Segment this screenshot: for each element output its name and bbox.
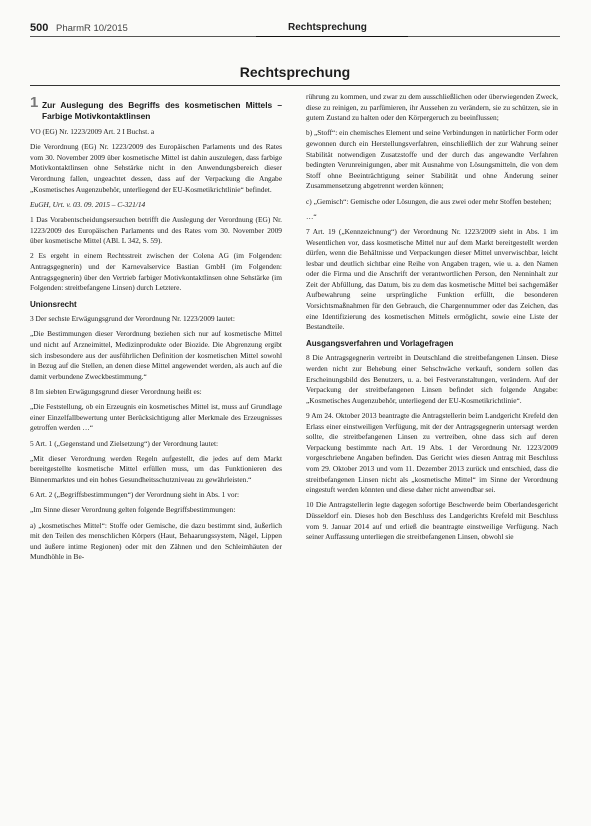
paragraph: 3 Der sechste Erwägungsgrund der Verordnung Nr. 1223/2009 lautet:	[30, 314, 235, 324]
header-rule-emphasis	[256, 36, 408, 37]
right-column	[306, 92, 558, 547]
left-column	[30, 94, 282, 568]
subheading-unionsrecht: Unionsrecht	[30, 299, 77, 309]
paragraph: 7 Art. 19 („Kennzeichnung“) der Verordnung Nr. 1223/2009 sieht in Abs. 1 im Wesentlichen vor, dass kosmetische Mittel nur auf dem Markt bereitgestellt werden dürfen, wenn die Behältnisse und Verpackungen dieser Mittel unverwischbar, leicht lesbar und deutlich sichtbar eine Reihe von Angaben tragen, wie u. a. den Namen oder die Firma und die Anschrift der verantwortlichen Person, den Nenninhalt zur Zeit der Abfüllung, das Datum, bis zu dem das kosmetische Mittel bei sachgemäßer Aufbewahrung seine ursprüngliche Funktion erfüllt, die besonderen Vorsichtsmaßnahmen für den Gebrauch, die Chargennummer oder das Zeichen, das eine Identifizierung des kosmetischen Mittels ermöglicht, sowie eine Liste der Bestandteile.	[306, 226, 558, 332]
running-header	[30, 16, 560, 40]
subheading-ausgangsverfahren: Ausgangsverfahren und Vorlagefragen	[306, 338, 454, 348]
paragraph: c) „Gemisch“: Gemische oder Lösungen, die aus zwei oder mehr Stoffen bestehen;	[306, 196, 552, 206]
paragraph: 9 Am 24. Oktober 2013 beantragte die Antragstellerin beim Landgericht Krefeld den Erlass einer einstweiligen Verfügung, mit der der Antragsgegnerin untersagt werden sollte, die streitbefangenen Linsen zu vertreiben, ohne dass sich auf deren Verpackung bestimmte nach Art. 19 Abs. 1 der Verordnung Nr. 1223/2009 vorgeschriebene Angaben befinden. Das Gericht wies diesen Antrag mit Beschluss vom 29. Oktober 2013 und vom 11. Dezember 2013 zurück und entschied, dass die streitbefangenen Linsen nicht als „kosmetische Mittel“ im Sinne der Verordnung eingestuft werden könnten und diese daher nicht anwendbar sei.	[306, 411, 558, 495]
paragraph: …“	[306, 211, 317, 221]
paragraph: 1 Das Vorabentscheidungsersuchen betrifft die Auslegung der Verordnung (EG) Nr. 1223/2009 des Europäischen Parlaments und des Rates vom 30. November 2009 über kosmetische Mittel (ABl. L 342, S. 59).	[30, 214, 282, 246]
paragraph: 8 Im siebten Erwägungsgrund dieser Verordnung heißt es:	[30, 387, 202, 397]
section-heading-rule	[30, 85, 560, 86]
headnote: Die Verordnung (EG) Nr. 1223/2009 des Europäischen Parlaments und des Rates vom 30. November 2009 über kosmetische Mittel ist dahin auszulegen, dass farbige Motivkontaktlinsen ohne Sehstärke nicht in den Anwendungsbereich dieser Verordnung fallen, ungeachtet dessen, dass auf der Verpackung die Angabe „Kosmetisches Augenzubehör, unterliegend der EU-Kosmetikrichtlinie“ befindet.	[30, 142, 282, 194]
paragraph: 10 Die Antragstellerin legte dagegen sofortige Beschwerde beim Oberlandesgericht Düsseldorf ein. Dieses hob den Beschluss des Landgerichts Krefeld mit Beschluss vom 9. Januar 2014 auf und erließ die beantragte einstweilige Verfügung. Nach seiner Auffassung unterliegen die streitbefangenen Linsen, obwohl sie	[306, 500, 558, 542]
article-title	[30, 94, 282, 122]
journal-reference: PharmR 10/2015	[56, 23, 128, 34]
paragraph: 5 Art. 1 („Gegenstand und Zielsetzung“) der Verordnung lautet:	[30, 438, 219, 448]
paragraph: 2 Es ergeht in einem Rechtsstreit zwischen der Colena AG (im Folgenden: Antragsgegnerin) und der Karnevalservice Bastian GmbH (im Folgenden: Antragsgegnerin) über den Vertrieb farbiger Motivkontaktlinsen ohne Sehstärke (im Folgenden: streitbefangene Linsen) durch Letztere.	[30, 251, 282, 293]
article-number: 1	[30, 94, 39, 111]
court-citation: EuGH, Urt. v. 03. 09. 2015 – C-321/14	[30, 199, 146, 209]
page-number: 500	[30, 22, 49, 34]
paragraph: „Die Bestimmungen dieser Verordnung beziehen sich nur auf kosmetische Mittel und nicht auf Arzneimittel, Medizinprodukte oder Biozide. Die Abgrenzung ergibt sich insbesondere aus der ausführlichen Definition der kosmetischen Mittel sowohl in Bezug auf die Stellen, an denen diese Mittel angewendet werden, als auch auf die damit verbundene Zweckbestimmung.“	[30, 329, 282, 381]
norm-citation: VO (EG) Nr. 1223/2009 Art. 2 I Buchst. a	[30, 127, 155, 136]
paragraph: „Die Feststellung, ob ein Erzeugnis ein kosmetisches Mittel ist, muss auf Grundlage einer Einzelfallbewertung unter Berücksichtigung aller Merkmale des Erzeugnisses getroffen werden …“	[30, 402, 282, 433]
paragraph: 8 Die Antragsgegnerin vertreibt in Deutschland die streitbefangenen Linsen. Diese werden nicht zur Behebung einer Sehschwäche verkauft, sondern sollen das Erscheinungsbild des Benutzers, u. a. bei Festveranstaltungen, verändern. Auf der Verpackung der streitbefangenen Linsen befindet sich folgende Angabe: „Kosmetisches Augenzubehör, unterliegend der EU-Kosmetikrichtlinie“.	[306, 353, 558, 405]
paragraph: „Mit dieser Verordnung werden Regeln aufgestellt, die jedes auf dem Markt bereitgestellte kosmetische Mittel erfüllen muss, um das Funktionieren des Binnenmarktes und ein hohes Gesundheitsschutzniveau zu gewährleisten.“	[30, 453, 282, 484]
paragraph: „Im Sinne dieser Verordnung gelten folgende Begriffsbestimmungen:	[30, 505, 236, 515]
running-section-title: Rechtsprechung	[288, 22, 367, 33]
paragraph: 6 Art. 2 („Begriffsbestimmungen“) der Verordnung sieht in Abs. 1 vor:	[30, 490, 240, 500]
paragraph: rührung zu kommen, und zwar zu dem ausschließlichen oder überwiegenden Zweck, diese zu reinigen, zu parfümieren, ihr Aussehen zu verändern, sie zu schützen, sie in gutem Zustand zu halten oder den Körpergeruch zu beeinflussen;	[306, 92, 558, 123]
section-heading: Rechtsprechung	[239, 64, 351, 80]
paragraph: a) „kosmetisches Mittel“: Stoffe oder Gemische, die dazu bestimmt sind, äußerlich mit den Teilen des menschlichen Körpers (Haut, Behaarungssystem, Nägel, Lippen und äußere intime Regionen) oder mit den Zähnen und den Schleimhäuten der Mundhöhle in Be-	[30, 520, 282, 562]
article-title-text: Zur Auslegung des Begriffs des kosmetischen Mittels – Farbige Motivkontaktlinsen	[42, 100, 282, 121]
paragraph: b) „Stoff“: ein chemisches Element und seine Verbindungen in natürlicher Form oder gewonnen durch ein Herstellungsverfahren, einschließlich der zur Wahrung seiner Stabilität notwendigen Zusatzstoffe und der durch das angewandte Verfahren bedingten Verunreinigungen, aber mit Ausnahme von Lösungsmitteln, die von dem Stoff ohne Beeinträchtigung seiner Stabilität und ohne Änderung seiner Zusammensetzung abgetrennt werden können;	[306, 128, 558, 191]
